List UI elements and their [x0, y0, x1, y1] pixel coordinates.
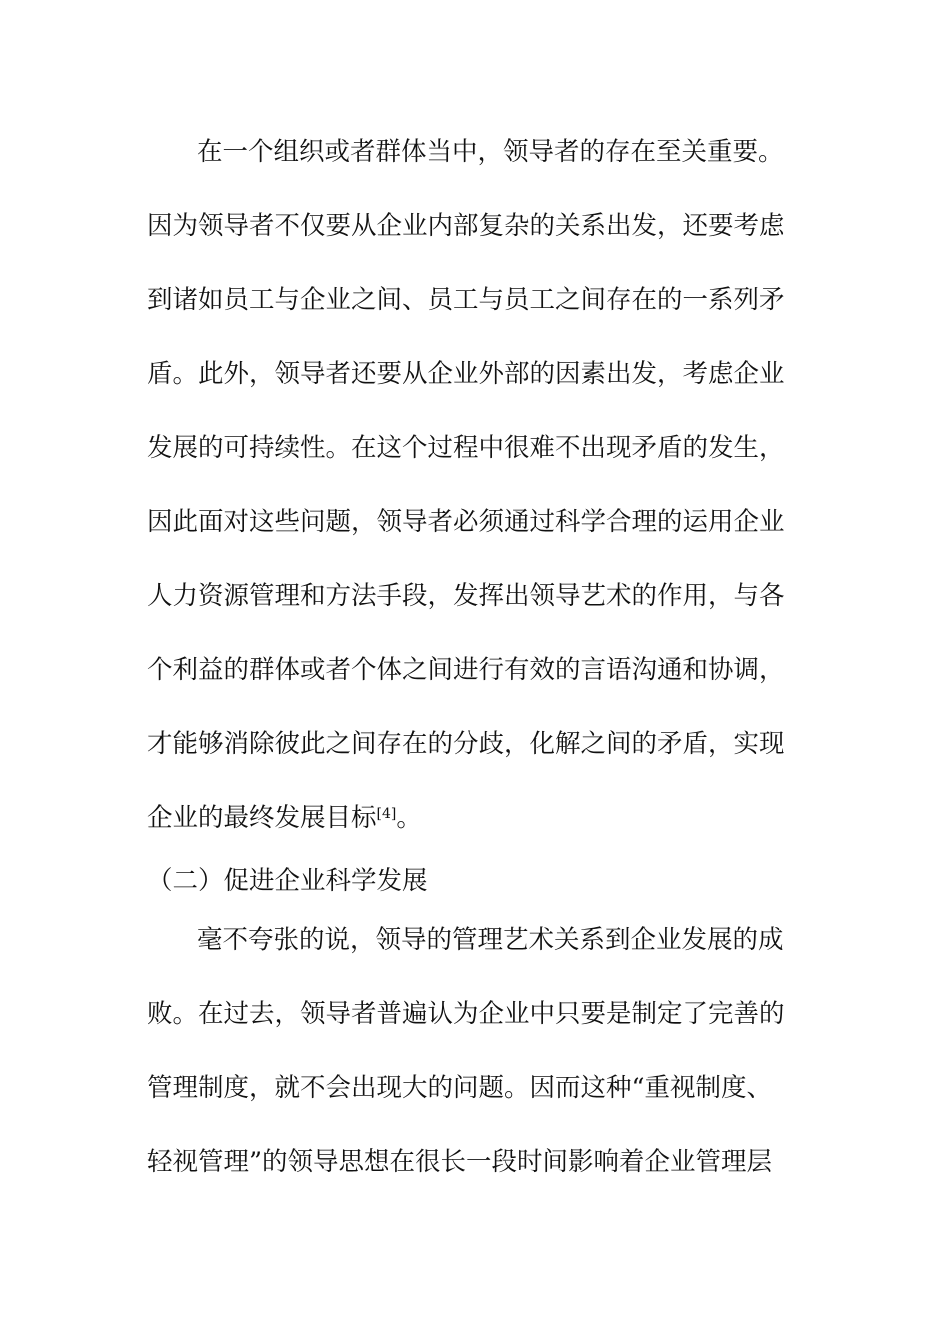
citation-reference[interactable]: [4]	[376, 806, 397, 822]
paragraph-2-line-1: 毫不夸张的说，领导的管理艺术关系到企业发展的成	[197, 925, 784, 955]
section-heading: （二）促进企业科学发展	[147, 866, 428, 896]
paragraph-1-line-6: 因此面对这些问题，领导者必须通过科学合理的运用企业	[147, 507, 785, 537]
paragraph-1-end-punct: 。	[396, 803, 422, 833]
paragraph-1-line-3: 到诸如员工与企业之间、员工与员工之间存在的一系列矛	[147, 285, 785, 315]
paragraph-1-line-5: 发展的可持续性。在这个过程中很难不出现矛盾的发生，	[147, 433, 785, 463]
paragraph-1-last-text: 企业的最终发展目标	[147, 803, 377, 833]
paragraph-2-line-2: 败。在过去，领导者普遍认为企业中只要是制定了完善的	[147, 999, 785, 1029]
paragraph-1-line-2: 因为领导者不仅要从企业内部复杂的关系出发，还要考虑	[147, 211, 785, 241]
paragraph-1-line-4: 盾。此外，领导者还要从企业外部的因素出发，考虑企业	[147, 359, 785, 389]
paragraph-2-line-4: 轻视管理”的领导思想在很长一段时间影响着企业管理层	[147, 1147, 773, 1177]
paragraph-1-line-1: 在一个组织或者群体当中，领导者的存在至关重要。	[197, 137, 784, 167]
paragraph-1-line-7: 人力资源管理和方法手段，发挥出领导艺术的作用，与各	[147, 581, 785, 611]
paragraph-1-line-10	[147, 802, 807, 834]
paragraph-1-line-9: 才能够消除彼此之间存在的分歧，化解之间的矛盾，实现	[147, 729, 785, 759]
paragraph-2-line-3: 管理制度，就不会出现大的问题。因而这种“重视制度、	[147, 1073, 773, 1103]
paragraph-1-line-8: 个利益的群体或者个体之间进行有效的言语沟通和协调，	[147, 655, 785, 685]
